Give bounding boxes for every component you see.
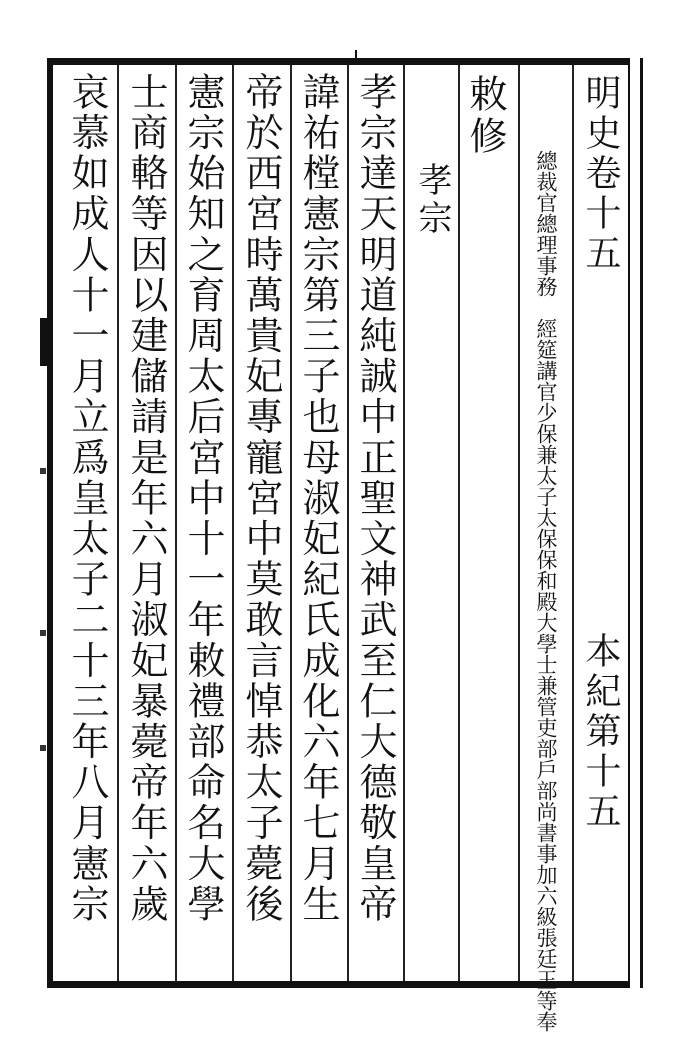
column-divider (458, 65, 460, 981)
binding-mark (40, 630, 46, 636)
body-column-1: 孝宗達天明道純誠中正聖文神武至仁大德敬皇帝 (353, 72, 397, 925)
body-column-2: 諱祐樘憲宗第三子也母淑妃紀氏成化六年七月生 (296, 72, 340, 925)
frame-notch (355, 50, 357, 60)
body-column-6: 哀慕如成人十一月立爲皇太子二十三年八月憲宗 (65, 72, 109, 925)
book-title: 明史卷十五 (580, 74, 621, 274)
column-divider (232, 65, 234, 981)
column-divider (175, 65, 177, 981)
body-column-4: 憲宗始知之育周太后宮中十一年敕禮部命名大學 (181, 72, 225, 925)
column-divider (518, 65, 520, 981)
chapter-heading: 孝宗 (412, 162, 452, 238)
section-title: 本紀第十五 (580, 632, 621, 832)
binding-mark (40, 468, 46, 474)
binding-tab (40, 318, 52, 366)
outer-border-rule (640, 58, 643, 988)
column-divider (290, 65, 292, 981)
editor-credit: 總裁官總理事務 經筵講官少保兼太子太保保和殿大學士兼管吏部戶部尚書事加六級張廷玉等奉 (534, 150, 558, 1032)
body-column-3: 帝於西宮時萬貴妃專寵宮中莫敢言悼恭太子薨後 (239, 72, 283, 925)
binding-mark (40, 745, 46, 751)
body-column-5: 士商輅等因以建儲請是年六月淑妃暴薨帝年六歲 (124, 72, 168, 925)
column-divider (403, 65, 405, 981)
column-divider (117, 65, 119, 981)
column-divider (347, 65, 349, 981)
imperial-commission-mark: 敕修 (463, 74, 507, 158)
column-divider (572, 65, 574, 981)
